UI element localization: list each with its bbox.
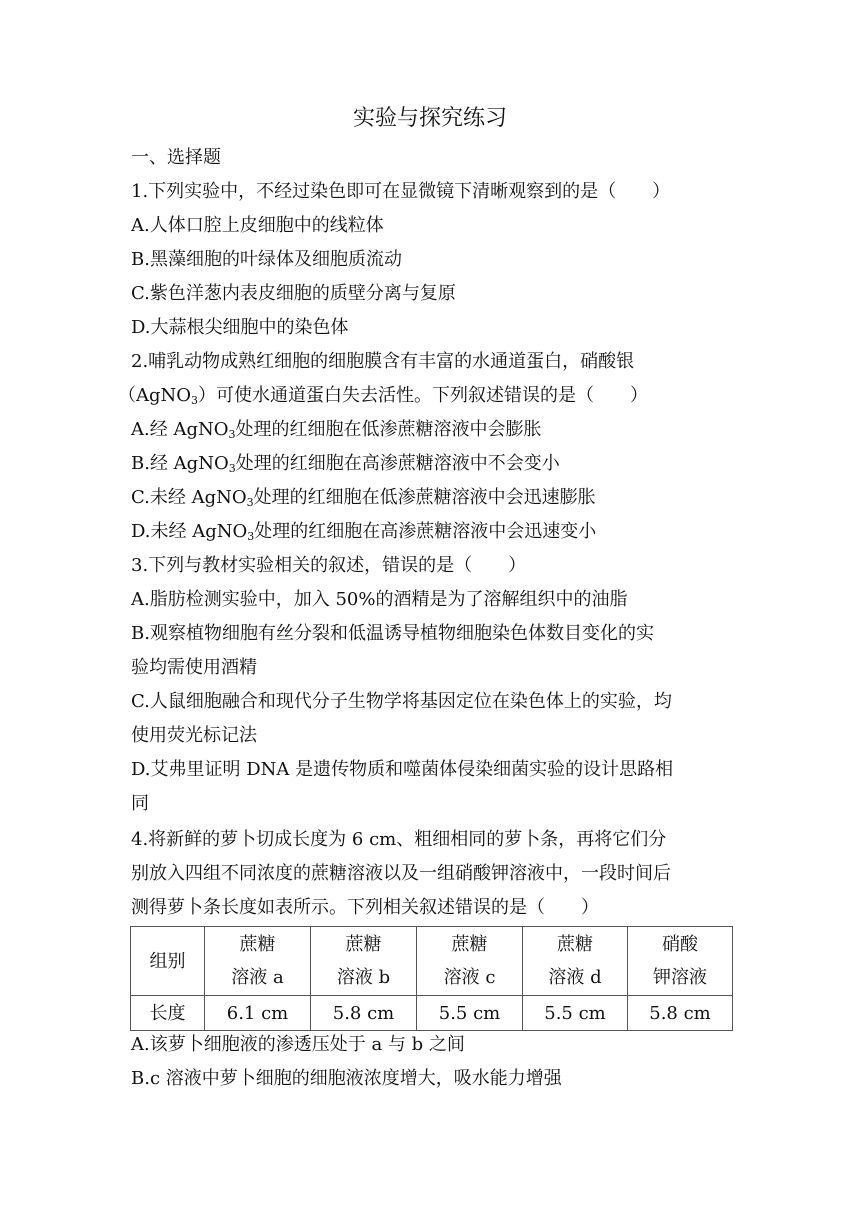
value-cell: 6.1 cm: [205, 996, 311, 1031]
header-text: 蔗糖 溶液 c: [443, 934, 496, 988]
value-cell: 5.8 cm: [628, 996, 733, 1031]
subscript-3: 3: [191, 394, 199, 407]
header-cell: [417, 927, 523, 996]
q2-stem-line2: [118, 379, 723, 413]
q1-option-a: A.人体口腔上皮细胞中的线粒体: [131, 215, 384, 236]
header-text: 蔗糖 溶液 b: [336, 934, 391, 988]
section-heading: 一、选择题: [131, 147, 221, 168]
row-label-group: 组别: [131, 927, 205, 996]
q2-a-pre: A.经 AgNO: [131, 419, 229, 440]
page-title: 实验与探究练习: [352, 106, 507, 131]
q1-stem: 1.下列实验中，不经过染色即可在显微镜下清晰观察到的是（ ）: [131, 181, 671, 202]
q3-option-d-line1: D.艾弗里证明 DNA 是遗传物质和噬菌体侵染细菌实验的设计思路相: [131, 759, 674, 780]
q2-option-c: [131, 481, 736, 515]
table-row: [131, 927, 733, 996]
header-text: 硝酸 钾溶液: [653, 934, 707, 988]
value-cell: 5.5 cm: [523, 996, 628, 1031]
q1-option-d: D.大蒜根尖细胞中的染色体: [131, 317, 349, 338]
header-cell: [523, 927, 628, 996]
q2-stem2-b: ）可使水通道蛋白失去活性。下列叙述错误的是（ ）: [198, 385, 649, 406]
q1-option-b: B.黑藻细胞的叶绿体及细胞质流动: [131, 249, 402, 270]
q2-stem-line1: 2.哺乳动物成熟红细胞的细胞膜含有丰富的水通道蛋白，硝酸银: [131, 351, 635, 372]
q3-option-d-line2: 同: [131, 793, 149, 814]
q2-stem2-a: （AgNO: [118, 385, 192, 406]
q2-a-post: 处理的红细胞在低渗蔗糖溶液中会膨胀: [235, 419, 542, 440]
q3-option-c-line2: 使用荧光标记法: [131, 725, 257, 746]
value-cell: 5.5 cm: [417, 996, 523, 1031]
q4-stem-line1: 4.将新鲜的萝卜切成长度为 6 cm、粗细相同的萝卜条，再将它们分: [131, 829, 667, 850]
header-text: 蔗糖 溶液 d: [548, 934, 602, 988]
q2-d-pre: D.未经 AgNO: [131, 521, 248, 542]
subscript-3: 3: [228, 428, 236, 441]
header-text: 蔗糖 溶液 a: [231, 934, 284, 988]
q2-option-a: [131, 413, 736, 447]
q3-option-b-line2: 验均需使用酒精: [131, 657, 257, 678]
q4-stem-line2: 别放入四组不同浓度的蔗糖溶液以及一组硝酸钾溶液中，一段时间后: [131, 863, 671, 884]
q4-stem-line3: 测得萝卜条长度如表所示。下列相关叙述错误的是（ ）: [131, 897, 599, 918]
q1-option-c: C.紫色洋葱内表皮细胞的质壁分离与复原: [131, 283, 456, 304]
q3-option-c-line1: C.人鼠细胞融合和现代分子生物学将基因定位在染色体上的实验，均: [131, 691, 672, 712]
value-cell: 5.8 cm: [311, 996, 417, 1031]
q4-option-b: B.c 溶液中萝卜细胞的细胞液浓度增大，吸水能力增强: [131, 1068, 562, 1089]
q4-option-a: A.该萝卜细胞液的渗透压处于 a 与 b 之间: [131, 1034, 465, 1055]
subscript-3: 3: [228, 462, 236, 475]
q2-c-post: 处理的红细胞在低渗蔗糖溶液中会迅速膨胀: [253, 487, 596, 508]
length-table: [130, 926, 733, 1031]
row-label-length: 长度: [131, 996, 205, 1031]
q2-option-b: [131, 447, 736, 481]
q3-stem: 3.下列与教材实验相关的叙述，错误的是（ ）: [131, 555, 527, 576]
header-cell: [205, 927, 311, 996]
header-cell: [311, 927, 417, 996]
q3-option-b-line1: B.观察植物细胞有丝分裂和低温诱导植物细胞染色体数目变化的实: [131, 623, 654, 644]
q2-b-pre: B.经 AgNO: [131, 453, 229, 474]
q2-b-post: 处理的红细胞在高渗蔗糖溶液中不会变小: [235, 453, 560, 474]
q2-c-pre: C.未经 AgNO: [131, 487, 247, 508]
subscript-3: 3: [246, 496, 254, 509]
subscript-3: 3: [247, 530, 255, 543]
q2-d-post: 处理的红细胞在高渗蔗糖溶液中会迅速变小: [254, 521, 597, 542]
q3-option-a: A.脂肪检测实验中，加入 50%的酒精是为了溶解组织中的油脂: [131, 589, 628, 610]
table-row: [131, 996, 733, 1031]
header-cell: [628, 927, 733, 996]
q2-option-d: [131, 515, 736, 549]
